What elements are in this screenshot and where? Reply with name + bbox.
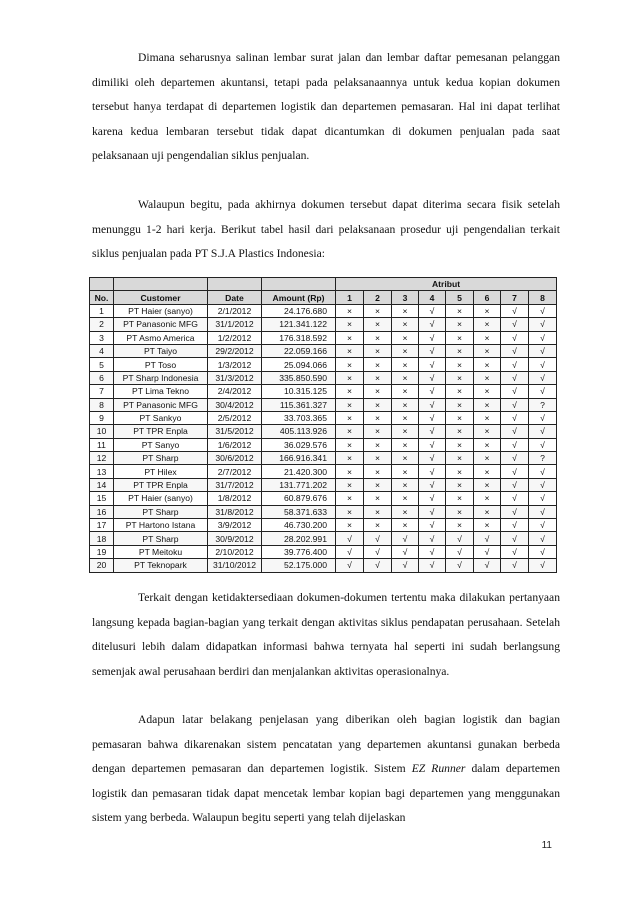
table-row [90, 492, 557, 505]
table-cell: 46.730.200 [262, 519, 336, 532]
table-cell: √ [501, 438, 529, 451]
paragraph-4: Adapun latar belakang penjelasan yang diberikan oleh bagian logistik dan bagian pemasaran bahwa dikarenakan sistem pencatatan yang departemen akuntansi gunakan berbeda dengan departemen pemasaran dan departemen logistik. Sistem EZ Runner dalam departemen logistik dan pemasaran tidak dapat mencetak lembar kopian bagi departemen yang menggunakan sistem yang berbeda. Walaupun begitu seperti yang telah dijelaskan [92, 713, 560, 824]
table-cell: 3/9/2012 [208, 519, 262, 532]
table-cell: × [336, 371, 364, 384]
table-row [90, 465, 557, 478]
table-cell: 1/8/2012 [208, 492, 262, 505]
column-header: Customer [114, 291, 208, 304]
table-cell: × [392, 344, 419, 357]
table-cell: 31/1/2012 [208, 318, 262, 331]
table-cell: PT Haier (sanyo) [114, 304, 208, 317]
table-cell: × [336, 318, 364, 331]
column-header: 7 [501, 291, 529, 304]
table-cell: √ [501, 425, 529, 438]
table-cell: √ [336, 545, 364, 558]
table-cell: √ [419, 331, 446, 344]
paragraph-3: Terkait dengan ketidaktersediaan dokumen-dokumen tertentu maka dilakukan pertanyaan langsung kepada bagian-bagian yang terkait dengan aktivitas siklus pendapatan perusahaan. Setelah ditelusuri lebih dalam didapatkan informasi bahwa ternyata hal seperti ini sudah berlangsung semenjak awal perusahaan berdiri dan menjalankan aktivitas operasionalnya. [92, 591, 560, 678]
table-cell: × [336, 438, 364, 451]
table-cell: √ [529, 519, 557, 532]
table-cell: × [336, 358, 364, 371]
table-cell: × [446, 505, 474, 518]
table-cell: 16 [90, 505, 114, 518]
table-cell: √ [419, 411, 446, 424]
table-cell: × [474, 398, 501, 411]
table-cell: √ [419, 358, 446, 371]
table-cell: PT Toso [114, 358, 208, 371]
table-cell: √ [529, 318, 557, 331]
table-cell: √ [446, 545, 474, 558]
table-row [90, 371, 557, 384]
column-headers [90, 291, 557, 304]
table-cell: 2/7/2012 [208, 465, 262, 478]
table-row [90, 358, 557, 371]
table-cell: √ [364, 545, 392, 558]
table-cell: PT Haier (sanyo) [114, 492, 208, 505]
table-cell: PT Taiyo [114, 344, 208, 357]
table-cell: 24.176.680 [262, 304, 336, 317]
table-cell: PT Sharp [114, 532, 208, 545]
table-cell: × [446, 411, 474, 424]
table-cell: 8 [90, 398, 114, 411]
table-cell: √ [501, 398, 529, 411]
attribute-group-header: Atribut [336, 278, 557, 291]
table-cell: 30/9/2012 [208, 532, 262, 545]
table-cell: √ [419, 559, 446, 572]
table-cell: PT Sankyo [114, 411, 208, 424]
table-cell: √ [446, 532, 474, 545]
table-cell: × [336, 331, 364, 344]
system-name: EZ Runner [411, 762, 466, 775]
table-cell: × [392, 438, 419, 451]
table-cell: √ [501, 358, 529, 371]
paragraph-2: Walaupun begitu, pada akhirnya dokumen tersebut dapat diterima secara fisik setelah menunggu 1-2 hari kerja. Berikut tabel hasil dari pelaksanaan prosedur uji pengendalian terkait siklus penjualan pada PT S.J.A Plastics Indonesia: [92, 198, 560, 260]
table-cell: √ [529, 492, 557, 505]
table-cell: × [364, 505, 392, 518]
table-cell: √ [364, 559, 392, 572]
table-cell: × [364, 385, 392, 398]
table-cell: 19 [90, 545, 114, 558]
table-cell: √ [419, 532, 446, 545]
table-cell: 22.059.166 [262, 344, 336, 357]
table-cell: × [474, 438, 501, 451]
table-cell: × [474, 425, 501, 438]
table-cell: × [364, 304, 392, 317]
table-cell: 2/10/2012 [208, 545, 262, 558]
table-cell: × [392, 331, 419, 344]
table-cell: √ [419, 344, 446, 357]
table-cell: √ [419, 318, 446, 331]
table-cell: PT Asmo America [114, 331, 208, 344]
table-cell: 36.029.576 [262, 438, 336, 451]
table-cell: × [446, 519, 474, 532]
table-cell: 52.175.000 [262, 559, 336, 572]
table-cell: 11 [90, 438, 114, 451]
table-cell: × [474, 344, 501, 357]
header-spacer [262, 278, 336, 291]
table-cell: 15 [90, 492, 114, 505]
table-cell: 33.703.365 [262, 411, 336, 424]
table-cell: × [392, 465, 419, 478]
table-row [90, 425, 557, 438]
table-cell: × [392, 452, 419, 465]
table-cell: √ [501, 519, 529, 532]
table-cell: √ [336, 532, 364, 545]
table-cell: √ [529, 304, 557, 317]
table-cell: 14 [90, 478, 114, 491]
table-cell: × [364, 411, 392, 424]
table-cell: × [392, 478, 419, 491]
table-cell: × [364, 358, 392, 371]
table-cell: 28.202.991 [262, 532, 336, 545]
header-spacer [90, 278, 114, 291]
table-cell: × [392, 318, 419, 331]
table-cell: PT Sharp [114, 505, 208, 518]
table-cell: √ [419, 519, 446, 532]
table-cell: 4 [90, 344, 114, 357]
table-cell: × [392, 425, 419, 438]
table-row [90, 532, 557, 545]
table-cell: × [364, 398, 392, 411]
table-row [90, 331, 557, 344]
table-cell: × [474, 331, 501, 344]
table-cell: 31/3/2012 [208, 371, 262, 384]
table-cell: × [336, 492, 364, 505]
table-cell: 20 [90, 559, 114, 572]
table-cell: √ [501, 545, 529, 558]
table-cell: 29/2/2012 [208, 344, 262, 357]
table-cell: × [446, 371, 474, 384]
table-cell: × [474, 411, 501, 424]
table-cell: × [364, 344, 392, 357]
table-cell: 60.879.676 [262, 492, 336, 505]
table-cell: √ [529, 331, 557, 344]
table-cell: × [392, 304, 419, 317]
table-cell: × [392, 411, 419, 424]
table-cell: × [474, 318, 501, 331]
table-cell: 7 [90, 385, 114, 398]
table-cell: √ [501, 331, 529, 344]
table-cell: × [336, 304, 364, 317]
table-cell: × [474, 452, 501, 465]
header-spacer [208, 278, 262, 291]
table-cell: √ [392, 559, 419, 572]
table-cell: 131.771.202 [262, 478, 336, 491]
table-cell: 10 [90, 425, 114, 438]
table-cell: 1/3/2012 [208, 358, 262, 371]
table-cell: × [446, 331, 474, 344]
table-cell: × [364, 331, 392, 344]
table-cell: × [446, 304, 474, 317]
table-cell: 121.341.122 [262, 318, 336, 331]
table-cell: × [392, 505, 419, 518]
table-row [90, 478, 557, 491]
table-cell: √ [529, 385, 557, 398]
table-cell: 2/4/2012 [208, 385, 262, 398]
table-body [90, 304, 557, 572]
table-cell: √ [501, 318, 529, 331]
table-cell: √ [501, 505, 529, 518]
column-header: 6 [474, 291, 501, 304]
table-cell: √ [501, 452, 529, 465]
table-row [90, 304, 557, 317]
table-cell: 335.850.590 [262, 371, 336, 384]
table-cell: PT TPR Enpla [114, 425, 208, 438]
table-cell: PT Panasonic MFG [114, 318, 208, 331]
table-cell: √ [529, 438, 557, 451]
column-header: 8 [529, 291, 557, 304]
table-cell: × [474, 505, 501, 518]
table-cell: √ [419, 398, 446, 411]
table-cell: 31/7/2012 [208, 478, 262, 491]
table-cell: × [392, 385, 419, 398]
table-cell: √ [419, 545, 446, 558]
column-header: 3 [392, 291, 419, 304]
table-cell: × [474, 358, 501, 371]
table-cell: × [446, 358, 474, 371]
table-cell: × [474, 519, 501, 532]
table-cell: 58.371.633 [262, 505, 336, 518]
table-cell: 1 [90, 304, 114, 317]
table-cell: √ [392, 545, 419, 558]
table-row [90, 438, 557, 451]
table-cell: √ [501, 411, 529, 424]
table-cell: × [336, 411, 364, 424]
table-cell: √ [501, 304, 529, 317]
table-cell: 3 [90, 331, 114, 344]
table-cell: × [336, 465, 364, 478]
table-cell: × [446, 398, 474, 411]
table-cell: √ [419, 452, 446, 465]
table-cell: 2/1/2012 [208, 304, 262, 317]
table-cell: PT Meitoku [114, 545, 208, 558]
table-cell: × [336, 505, 364, 518]
table-cell: × [364, 425, 392, 438]
table-cell: 5 [90, 358, 114, 371]
table-cell: √ [501, 371, 529, 384]
paragraph-1: Dimana seharusnya salinan lembar surat jalan dan lembar daftar pemesanan pelanggan dimiliki oleh departemen akuntansi, tetapi pada pelaksanaannya untuk kedua kopian dokumen tersebut hanya terdapat di departemen logistik dan departemen pemasaran. Hal ini dapat terlihat karena kedua lembaran tersebut tidak dapat dicantumkan di dokumen penjualan pada saat pelaksanaan uji pengendalian siklus penjualan. [92, 51, 560, 162]
table-cell: √ [501, 532, 529, 545]
column-header: Date [208, 291, 262, 304]
table-cell: √ [419, 425, 446, 438]
table-cell: √ [419, 438, 446, 451]
table-cell: √ [446, 559, 474, 572]
column-header: No. [90, 291, 114, 304]
table-cell: × [364, 519, 392, 532]
table-cell: × [392, 398, 419, 411]
table-cell: 18 [90, 532, 114, 545]
table-cell: 30/6/2012 [208, 452, 262, 465]
table-row [90, 559, 557, 572]
table-cell: 17 [90, 519, 114, 532]
table-cell: √ [474, 545, 501, 558]
table-row [90, 318, 557, 331]
table-cell: × [336, 425, 364, 438]
table-cell: √ [501, 465, 529, 478]
table-cell: 10.315.125 [262, 385, 336, 398]
header-spacer [114, 278, 208, 291]
table-row [90, 411, 557, 424]
table-cell: √ [419, 371, 446, 384]
table-cell: 21.420.300 [262, 465, 336, 478]
table-row [90, 452, 557, 465]
table-cell: √ [529, 505, 557, 518]
table-cell: 31/8/2012 [208, 505, 262, 518]
table-cell: × [446, 452, 474, 465]
table-cell: PT Hilex [114, 465, 208, 478]
table-cell: √ [529, 411, 557, 424]
table-cell: 30/4/2012 [208, 398, 262, 411]
table-cell: × [446, 344, 474, 357]
column-header: 4 [419, 291, 446, 304]
table-cell: × [392, 492, 419, 505]
table-cell: 31/10/2012 [208, 559, 262, 572]
table-cell: √ [474, 559, 501, 572]
table-cell: 176.318.592 [262, 331, 336, 344]
table-cell: PT Hartono Istana [114, 519, 208, 532]
table-cell: 1/6/2012 [208, 438, 262, 451]
table-cell: × [474, 371, 501, 384]
table-cell: √ [419, 505, 446, 518]
table-cell: × [446, 318, 474, 331]
table-cell: × [474, 385, 501, 398]
table-cell: × [474, 465, 501, 478]
table-cell: × [336, 398, 364, 411]
table-cell: × [474, 478, 501, 491]
table-cell: √ [419, 385, 446, 398]
table-cell: √ [501, 559, 529, 572]
table-cell: PT Sanyo [114, 438, 208, 451]
table-cell: √ [474, 532, 501, 545]
table-row [90, 519, 557, 532]
page-number: 11 [541, 840, 552, 851]
table-cell: √ [419, 478, 446, 491]
table-cell: 31/5/2012 [208, 425, 262, 438]
table-cell: 13 [90, 465, 114, 478]
table-cell: √ [529, 358, 557, 371]
table-cell: × [336, 452, 364, 465]
table-cell: PT Teknopark [114, 559, 208, 572]
table-cell: √ [529, 425, 557, 438]
table-cell: √ [529, 371, 557, 384]
column-header: 5 [446, 291, 474, 304]
column-header: Amount (Rp) [262, 291, 336, 304]
table-cell: √ [501, 478, 529, 491]
table-cell: 405.113.926 [262, 425, 336, 438]
table-cell: × [446, 385, 474, 398]
table-cell: × [364, 465, 392, 478]
table-cell: × [446, 478, 474, 491]
table-cell: × [446, 425, 474, 438]
table-cell: PT Panasonic MFG [114, 398, 208, 411]
table-cell: × [364, 438, 392, 451]
table-cell: ? [529, 452, 557, 465]
column-header: 1 [336, 291, 364, 304]
sales-control-test-table [89, 277, 556, 573]
table-cell: √ [529, 532, 557, 545]
table-cell: √ [501, 492, 529, 505]
table-cell: 6 [90, 371, 114, 384]
table-cell: × [392, 358, 419, 371]
table-cell: PT Sharp Indonesia [114, 371, 208, 384]
table-cell: × [364, 452, 392, 465]
table-cell: 12 [90, 452, 114, 465]
table-cell: × [392, 519, 419, 532]
table-cell: 115.361.327 [262, 398, 336, 411]
table-cell: × [474, 304, 501, 317]
table-cell: √ [419, 465, 446, 478]
table-cell: √ [529, 465, 557, 478]
table-cell: √ [501, 344, 529, 357]
table-cell: × [364, 478, 392, 491]
table-cell: × [364, 371, 392, 384]
table-cell: 39.776.400 [262, 545, 336, 558]
table-cell: × [336, 519, 364, 532]
table-cell: √ [419, 492, 446, 505]
table-cell: √ [529, 478, 557, 491]
table-cell: × [446, 465, 474, 478]
table-row [90, 545, 557, 558]
table-cell: 1/2/2012 [208, 331, 262, 344]
table-cell: × [446, 492, 474, 505]
table-cell: × [364, 492, 392, 505]
table-cell: × [364, 318, 392, 331]
table-cell: 9 [90, 411, 114, 424]
table-cell: √ [336, 559, 364, 572]
table-cell: √ [529, 545, 557, 558]
table-cell: 25.094.066 [262, 358, 336, 371]
table-cell: PT TPR Enpla [114, 478, 208, 491]
table-cell: × [336, 344, 364, 357]
table-row [90, 385, 557, 398]
table-row [90, 344, 557, 357]
table-cell: √ [364, 532, 392, 545]
table-cell: √ [529, 559, 557, 572]
table-cell: PT Lima Tekno [114, 385, 208, 398]
table-cell: × [446, 438, 474, 451]
table-cell: × [336, 478, 364, 491]
table-cell: √ [501, 385, 529, 398]
table-cell: √ [419, 304, 446, 317]
table-cell: ? [529, 398, 557, 411]
table-cell: PT Sharp [114, 452, 208, 465]
table-cell: × [474, 492, 501, 505]
table-cell: √ [529, 344, 557, 357]
table-cell: √ [392, 532, 419, 545]
table-cell: 2 [90, 318, 114, 331]
table-cell: × [336, 385, 364, 398]
table-cell: × [392, 371, 419, 384]
table-cell: 166.916.341 [262, 452, 336, 465]
table-cell: 2/5/2012 [208, 411, 262, 424]
table-row [90, 398, 557, 411]
column-header: 2 [364, 291, 392, 304]
table-row [90, 505, 557, 518]
